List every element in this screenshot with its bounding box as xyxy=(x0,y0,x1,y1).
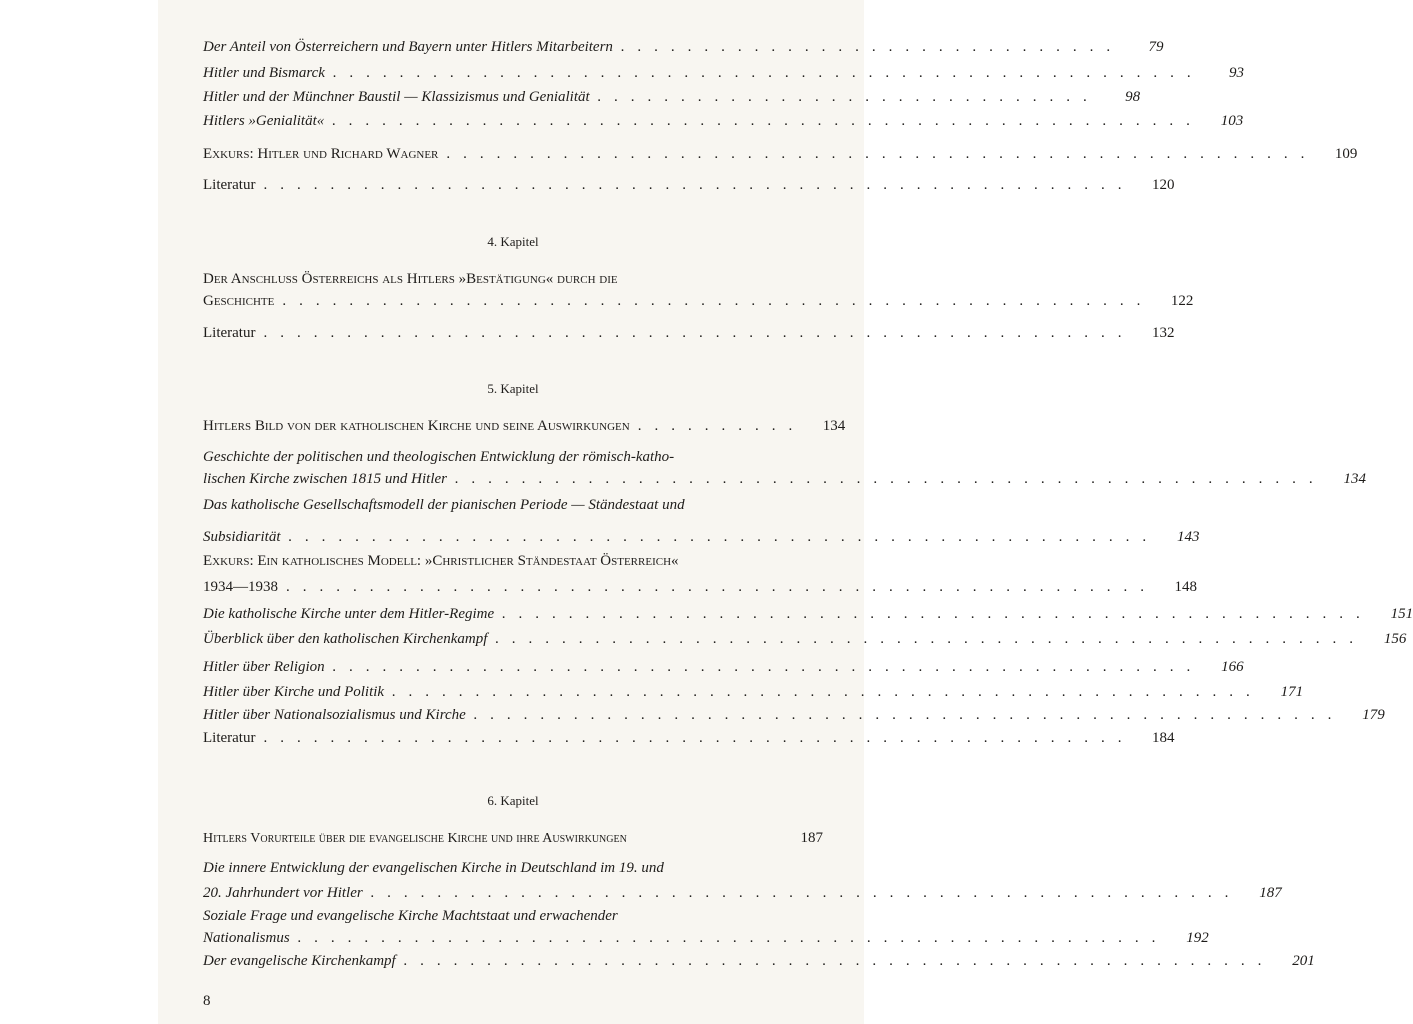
toc-entry: Hitler über Kirche und Politik .................................................... 171 xyxy=(203,684,1304,700)
toc-entry: Hitlers »Genialität« .................................................... 103 xyxy=(203,113,1244,129)
page-number: 8 xyxy=(203,993,211,1009)
toc-entry: Die katholische Kirche unter dem Hitler-Regime .................................................... 151 xyxy=(203,606,1413,622)
chapter-heading: 5. Kapitel xyxy=(487,381,539,396)
toc-entry: Der evangelische Kirchenkampf .................................................... 201 xyxy=(203,953,1315,969)
toc-entry-literatur: Literatur .................................................... 120 xyxy=(203,177,1175,193)
toc-entry: Der Anteil von Österreichern und Bayern unter Hitlers Mitarbeitern .............................. 79 xyxy=(203,39,1164,55)
toc-entry-chapter-title: Hitlers Vorurteile über die evangelische Kirche und ihre Auswirkungen 187 xyxy=(203,830,823,846)
toc-entry: Hitler über Nationalsozialismus und Kirche .................................................... 179 xyxy=(203,707,1385,723)
toc-entry-chapter-title: Hitlers Bild von der katholischen Kirche und seine Auswirkungen .......... 134 xyxy=(203,418,846,434)
chapter-heading: 6. Kapitel xyxy=(487,793,539,808)
toc-entry: Geschichte der politischen und theologischen Entwicklung der römisch-katho- lischen Kirche zwischen 1815 und Hitler .................................................... 134 xyxy=(203,449,1366,487)
toc-entry-exkurs: Exkurs: Hitler und Richard Wagner .................................................... 109 xyxy=(203,146,1358,162)
toc-entry: Hitler und Bismarck .................................................... 93 xyxy=(203,65,1244,81)
toc-entry-literatur: Literatur .................................................... 184 xyxy=(203,730,1175,746)
toc-entry: Die innere Entwicklung der evangelischen Kirche in Deutschland im 19. und 20. Jahrhundert vor Hitler .................................................... 187 xyxy=(203,860,1282,901)
toc-entry-chapter-title: Der Anschluss Österreichs als Hitlers »Bestätigung« durch die Geschichte .................................................... 122 xyxy=(203,271,1194,309)
chapter-heading: 4. Kapitel xyxy=(487,234,539,249)
toc-entry: Soziale Frage und evangelische Kirche Machtstaat und erwachender Nationalismus .................................................... 192 xyxy=(203,908,1209,946)
toc-entry: Hitler über Religion .................................................... 166 xyxy=(203,659,1244,675)
toc-entry-literatur: Literatur .................................................... 132 xyxy=(203,325,1175,341)
toc-entry-exkurs: Exkurs: Ein katholisches Modell: »Christlicher Ständestaat Österreich« 1934—1938 .................................................... 148 xyxy=(203,553,1197,595)
toc-entry: Überblick über den katholischen Kirchenkampf .................................................... 156 xyxy=(203,631,1407,647)
toc-entry: Hitler und der Münchner Baustil — Klassizismus und Genialität .............................. 98 xyxy=(203,89,1141,105)
toc-entry: Das katholische Gesellschaftsmodell der pianischen Periode — Ständestaat und Subsidiarität .................................................... 143 xyxy=(203,497,1200,545)
